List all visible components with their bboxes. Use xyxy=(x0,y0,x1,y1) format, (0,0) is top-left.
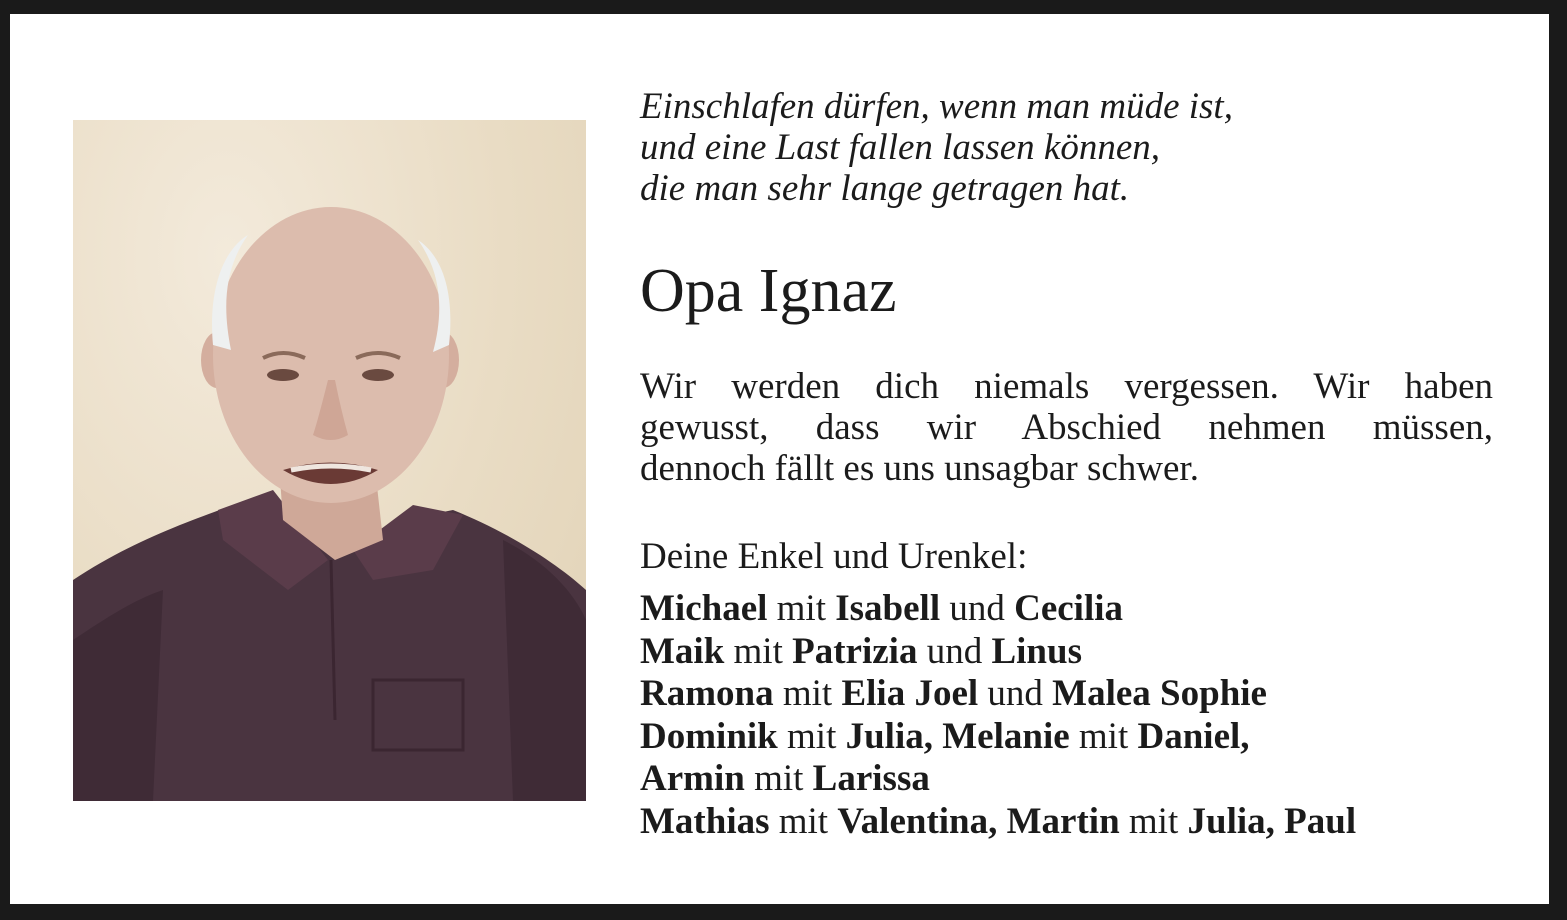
farewell-message xyxy=(640,366,1493,489)
portrait-photo xyxy=(73,120,586,801)
family-row xyxy=(640,588,1356,631)
family-connector: mit xyxy=(773,673,842,715)
family-member-name: Valentina, Martin xyxy=(837,800,1120,842)
family-member-name: Cecilia xyxy=(1014,588,1124,629)
family-member-name: Isabell xyxy=(835,588,941,629)
family-member-name: Linus xyxy=(991,630,1082,672)
family-row xyxy=(640,673,1356,716)
family-connector: und xyxy=(917,630,992,672)
family-connector: mit xyxy=(769,800,838,842)
family-member-name: Daniel, xyxy=(1137,715,1250,757)
family-member-name: Dominik xyxy=(640,715,778,757)
family-connector: mit xyxy=(1119,800,1188,842)
family-list xyxy=(640,588,1356,844)
family-intro: Deine Enkel und Urenkel: xyxy=(640,536,1028,577)
family-connector: mit xyxy=(777,715,846,757)
family-member-name: Julia, Melanie xyxy=(845,715,1070,757)
message-line: gewusst, dass wir Abschied nehmen müssen, xyxy=(640,407,1493,448)
family-member-name: Armin xyxy=(640,758,745,800)
family-connector: und xyxy=(940,588,1015,629)
obituary-card xyxy=(10,14,1549,904)
family-member-name: Malea Sophie xyxy=(1052,673,1267,715)
family-connector: mit xyxy=(744,758,813,800)
family-member-name: Mathias xyxy=(640,800,770,842)
family-member-name: Julia, Paul xyxy=(1187,800,1357,842)
family-connector: und xyxy=(978,673,1053,715)
family-member-name: Michael xyxy=(640,588,768,629)
family-connector: mit xyxy=(1069,715,1138,757)
family-connector: mit xyxy=(767,588,836,629)
family-row xyxy=(640,716,1356,759)
family-member-name: Larissa xyxy=(812,758,930,800)
family-member-name: Maik xyxy=(640,630,725,672)
family-member-name: Elia Joel xyxy=(841,673,979,715)
quote-line: Einschlafen dürfen, wenn man müde ist, xyxy=(640,86,1233,127)
family-row xyxy=(640,631,1356,674)
message-line: dennoch fällt es uns unsagbar schwer. xyxy=(640,448,1199,489)
family-row xyxy=(640,758,1356,801)
message-line: Wir werden dich niemals vergessen. Wir haben xyxy=(640,366,1493,407)
quote-verse xyxy=(640,86,1440,209)
deceased-name: Opa Ignaz xyxy=(640,257,897,325)
family-row xyxy=(640,801,1356,844)
quote-line: und eine Last fallen lassen können, xyxy=(640,127,1160,168)
family-connector: mit xyxy=(724,630,793,672)
family-member-name: Ramona xyxy=(640,673,774,715)
quote-line: die man sehr lange getragen hat. xyxy=(640,168,1130,209)
family-member-name: Patrizia xyxy=(792,630,918,672)
portrait-photo-icon xyxy=(73,120,586,801)
